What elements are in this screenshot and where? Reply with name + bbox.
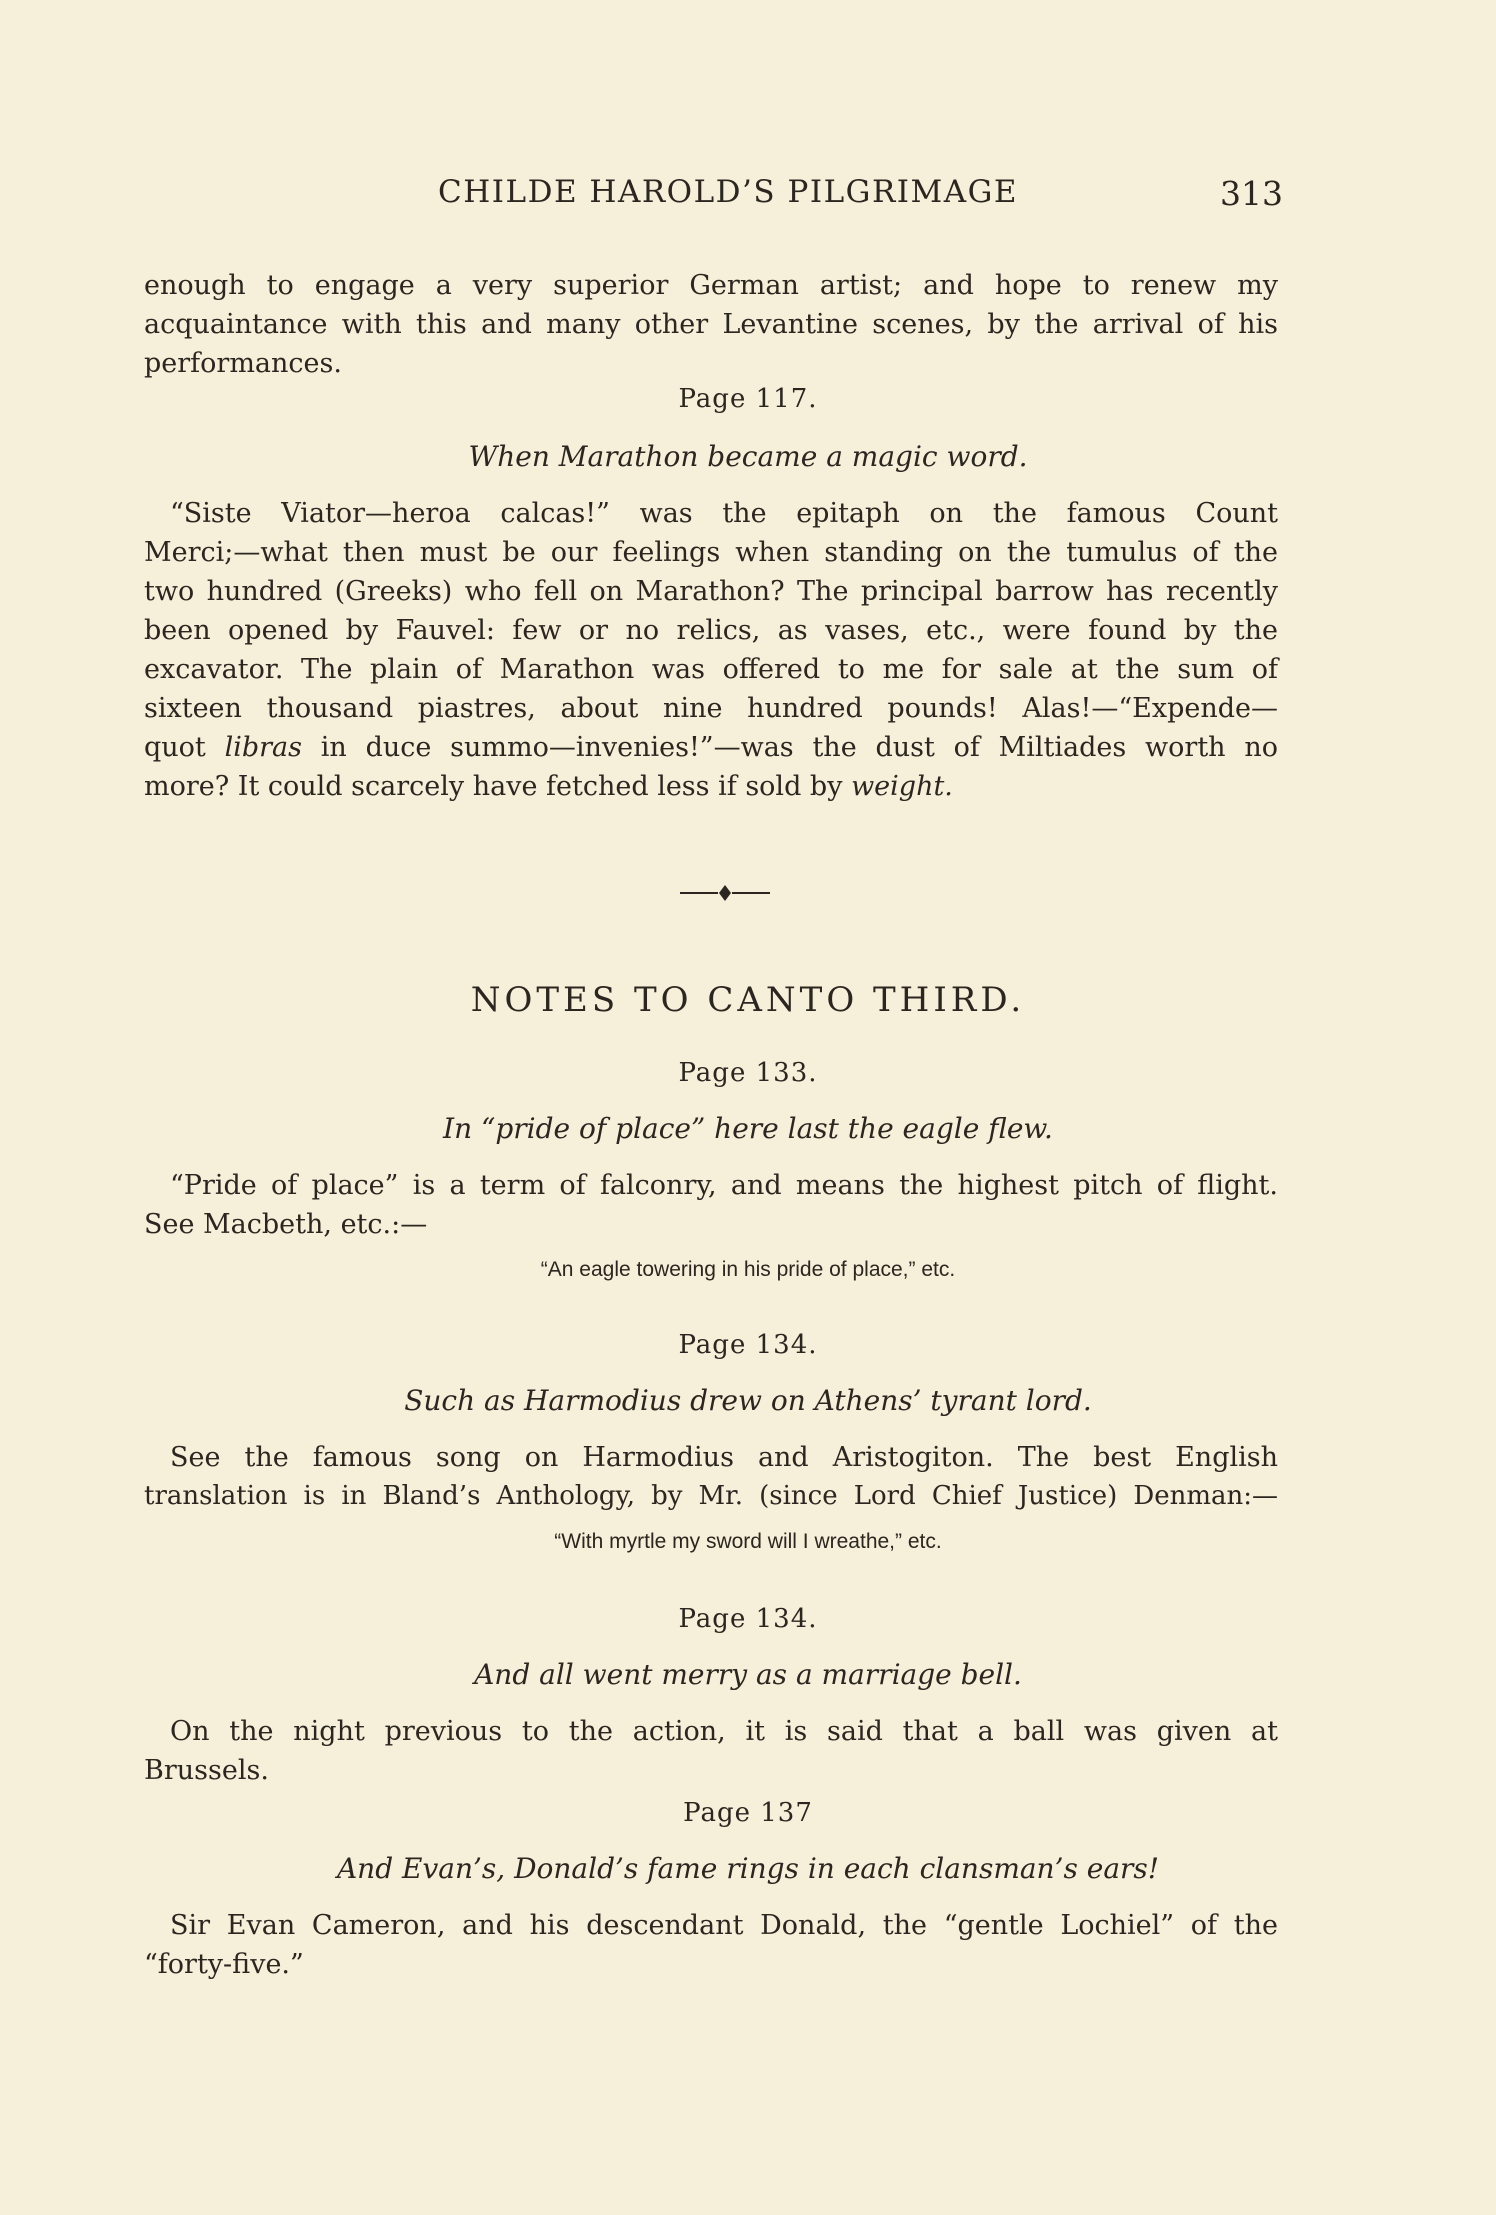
note-117-body-line-2: Merci;—what then must be our feelings when standing on the tumulus of the — [144, 537, 1278, 568]
note-134a-body-line-1: See the famous song on Harmodius and Aristogiton. The best English — [170, 1442, 1278, 1473]
note-137-line: And Evan’s, Donald’s fame rings in each clansman’s ears! — [336, 1852, 1160, 1885]
note-117-body-line-4: been opened by Fauvel: few or no relics, as vases, etc., were found by the — [144, 615, 1278, 646]
note-133-line: In “pride of place” here last the eagle flew. — [443, 1112, 1053, 1145]
note-134a-body-line-2: translation is in Bland’s Anthology, by Mr. (since Lord Chief Justice) Denman:— — [144, 1481, 1278, 1511]
running-head-title: CHILDE HAROLD’S PILGRIMAGE — [438, 174, 1019, 210]
note-134a-line: Such as Harmodius drew on Athens’ tyrant lord. — [404, 1384, 1092, 1417]
page-number: 313 — [1220, 174, 1283, 213]
note-134b-body-line-1: On the night previous to the action, it is said that a ball was given at — [170, 1716, 1278, 1747]
note-117-body-line-6: sixteen thousand piastres, about nine hundred pounds! Alas!—“Expende— — [144, 693, 1278, 724]
note-117-body-line-1: “Siste Viator—heroa calcas!” was the epitaph on the famous Count — [170, 498, 1278, 529]
note-117-body-line-7: quot libras in duce summo—invenies!”—was the dust of Miltiades worth no — [144, 732, 1278, 763]
note-133-quote: “An eagle towering in his pride of place,” etc. — [540, 1258, 956, 1281]
note-134b-line: And all went merry as a marriage bell. — [474, 1658, 1022, 1691]
note-134b-body-line-2: Brussels. — [144, 1755, 269, 1786]
note-137-body-line-1: Sir Evan Cameron, and his descendant Donald, the “gentle Lochiel” of the — [170, 1910, 1278, 1941]
note-117-heading: Page 117. — [678, 384, 818, 414]
note-134a-body — [144, 1438, 1278, 1516]
diamond-rule-ornament-icon — [680, 883, 770, 903]
intro-line-3: performances. — [144, 348, 342, 379]
intro-paragraph — [144, 266, 1278, 383]
note-117-body-line-3: two hundred (Greeks) who fell on Marathon? The principal barrow has recently — [144, 576, 1278, 607]
note-117-body-line-5: excavator. The plain of Marathon was offered to me for sale at the sum of — [144, 654, 1278, 685]
intro-line-2: acquaintance with this and many other Levantine scenes, by the arrival of his — [144, 309, 1278, 340]
note-117-body — [144, 494, 1278, 806]
note-137-body — [144, 1906, 1278, 1984]
section-title: NOTES TO CANTO THIRD. — [470, 980, 1026, 1020]
running-head — [0, 170, 1496, 220]
note-137-heading: Page 137 — [683, 1798, 813, 1828]
note-133-body-line-1: “Pride of place” is a term of falconry, and means the highest pitch of flight. — [170, 1170, 1278, 1201]
note-134a-quote: “With myrtle my sword will I wreathe,” etc. — [554, 1530, 942, 1553]
note-117-line: When Marathon became a magic word. — [468, 440, 1028, 473]
note-134b-heading: Page 134. — [678, 1604, 818, 1634]
note-134a-heading: Page 134. — [678, 1330, 818, 1360]
intro-line-1: enough to engage a very superior German artist; and hope to renew my — [144, 270, 1278, 301]
note-117-body-line-8: more? It could scarcely have fetched less if sold by weight. — [144, 771, 953, 802]
note-133-body — [144, 1166, 1278, 1244]
note-134b-body — [144, 1712, 1278, 1790]
note-133-heading: Page 133. — [678, 1058, 818, 1088]
note-137-body-line-2: “forty-five.” — [144, 1949, 304, 1980]
note-133-body-line-2: See Macbeth, etc.:— — [144, 1209, 428, 1240]
